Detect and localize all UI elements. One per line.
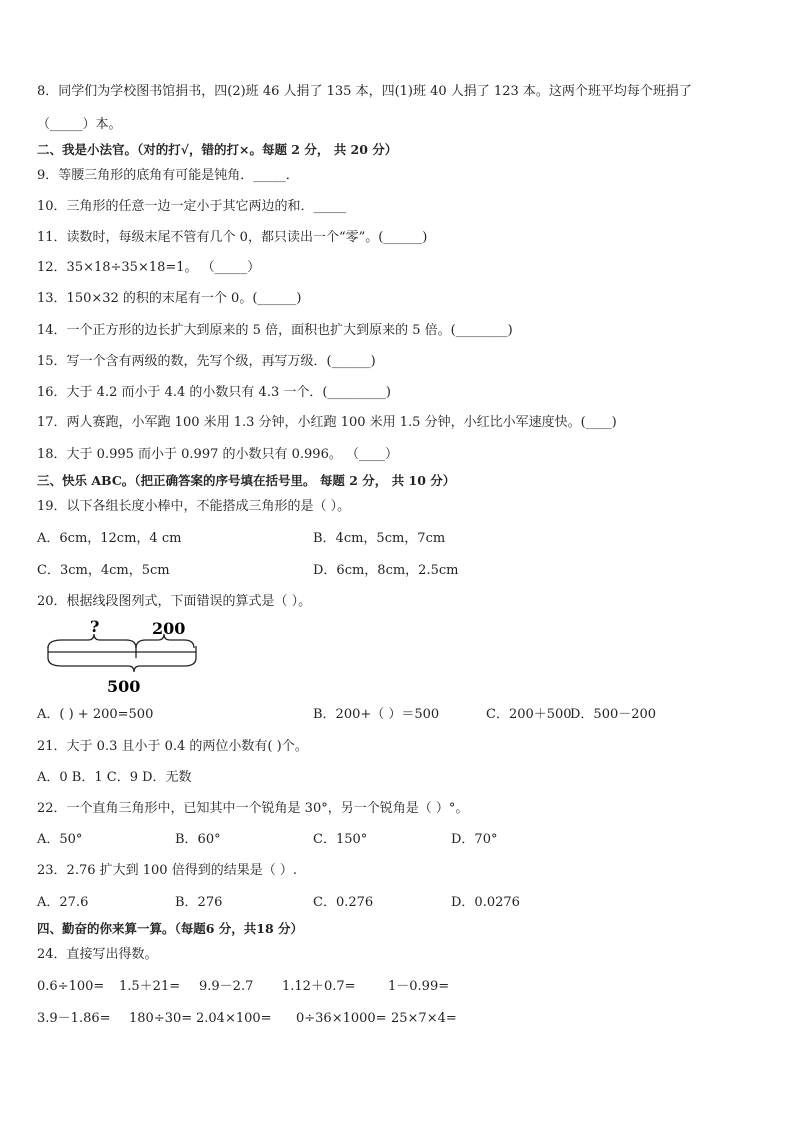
calc-item: 3.9－1.86= <box>37 1011 111 1026</box>
calc-item: 25×7×4= <box>391 1011 457 1026</box>
calc-item: 1.5＋21= <box>119 979 181 994</box>
question-19-option-a: A．6cm，12cm，4 cm <box>37 531 182 546</box>
question-20-stem: 20．根据线段图列式，下面错误的算式是（ ）。 <box>37 594 312 609</box>
question-23-stem: 23．2.76 扩大到 100 倍得到的结果是（ ）. <box>37 863 297 878</box>
diagram-total-label: 500 <box>107 677 141 696</box>
calc-item: 9.9－2.7 <box>199 979 254 994</box>
question-16: 16．大于 4.2 而小于 4.4 的小数只有 4.3 一个．(_________) <box>37 385 392 400</box>
question-23-option-c: C．0.276 <box>313 895 374 910</box>
question-19-option-b: B．4cm，5cm，7cm <box>313 531 446 546</box>
question-8-line-2: （_____）本。 <box>37 117 122 132</box>
question-24-stem: 24．直接写出得数。 <box>37 947 158 962</box>
question-23-option-b: B．276 <box>175 895 223 910</box>
section-4-title: 四、勤奋的你来算一算。（每题6 分，共18 分） <box>37 921 304 936</box>
question-19-option-c: C．3cm，4cm，5cm <box>37 563 170 578</box>
question-9: 9．等腰三角形的底角有可能是钝角．_____． <box>37 168 299 183</box>
calc-item: 0÷36×1000= <box>296 1011 387 1026</box>
question-22-stem: 22．一个直角三角形中，已知其中一个锐角是 30°，另一个锐角是（ ）°。 <box>37 801 469 816</box>
question-22-option-c: C．150° <box>313 832 368 847</box>
question-20-option-a: A．( ) + 200=500 <box>37 707 154 722</box>
question-20-option-d: D．500－200 <box>570 707 657 722</box>
question-20-option-c: C．200＋500 <box>486 707 572 722</box>
calc-item: 180÷30= <box>129 1011 193 1026</box>
question-17: 17．两人赛跑，小军跑 100 米用 1.3 分钟，小红跑 100 米用 1.5 分钟，小红比小军速度快。(____) <box>37 415 617 430</box>
diagram-part-label: 200 <box>152 619 186 638</box>
calc-item: 1.12＋0.7= <box>282 979 356 994</box>
question-15: 15．写一个含有两级的数，先写个级，再写万级．(______) <box>37 354 376 369</box>
question-19-stem: 19．以下各组长度小棒中，不能搭成三角形的是（ ）。 <box>37 499 351 514</box>
section-2-title: 二、我是小法官。（对的打√，错的打×。每题 2 分， 共 20 分） <box>37 142 398 157</box>
question-22-option-d: D．70° <box>451 832 498 847</box>
calc-item: 0.6÷100= <box>37 979 105 994</box>
question-23-option-d: D．0.0276 <box>451 895 520 910</box>
question-11: 11．读数时，每级末尾不管有几个 0，都只读出一个“零”。(______) <box>37 230 428 245</box>
question-22-option-b: B．60° <box>175 832 221 847</box>
question-14: 14．一个正方形的边长扩大到原来的 5 倍，面积也扩大到原来的 5 倍。(________) <box>37 323 513 338</box>
question-21-options: A．0 B．1 C．9 D．无数 <box>37 770 192 785</box>
question-21-stem: 21．大于 0.3 且小于 0.4 的两位小数有( )个。 <box>37 739 308 754</box>
brace-total <box>48 658 196 672</box>
section-3-title: 三、快乐 ABC。（把正确答案的序号填在括号里。 每题 2 分， 共 10 分） <box>37 473 456 488</box>
calc-item: 2.04×100= <box>196 1011 272 1026</box>
question-22-option-a: A．50° <box>37 832 83 847</box>
diagram-unknown-label: ? <box>90 618 100 636</box>
question-18: 18．大于 0.995 而小于 0.997 的小数只有 0.996。 （____） <box>37 447 398 462</box>
question-10: 10．三角形的任意一边一定小于其它两边的和．_____ <box>37 199 347 214</box>
question-20-option-b: B．200+（ ）＝500 <box>313 707 440 722</box>
calc-item: 1－0.99= <box>388 979 450 994</box>
brace-unknown <box>48 634 136 648</box>
line-segment-diagram <box>44 618 204 698</box>
question-19-option-d: D．6cm，8cm，2.5cm <box>313 563 459 578</box>
question-13: 13．150×32 的积的末尾有一个 0。(______) <box>37 291 302 306</box>
question-23-option-a: A．27.6 <box>37 895 89 910</box>
question-12: 12．35×18÷35×18=1。 （_____） <box>37 260 261 275</box>
question-8-line-1: 8．同学们为学校图书馆捐书，四(2)班 46 人捐了 135 本，四(1)班 40 人捐了 123 本。这两个班平均每个班捐了 <box>37 84 692 99</box>
